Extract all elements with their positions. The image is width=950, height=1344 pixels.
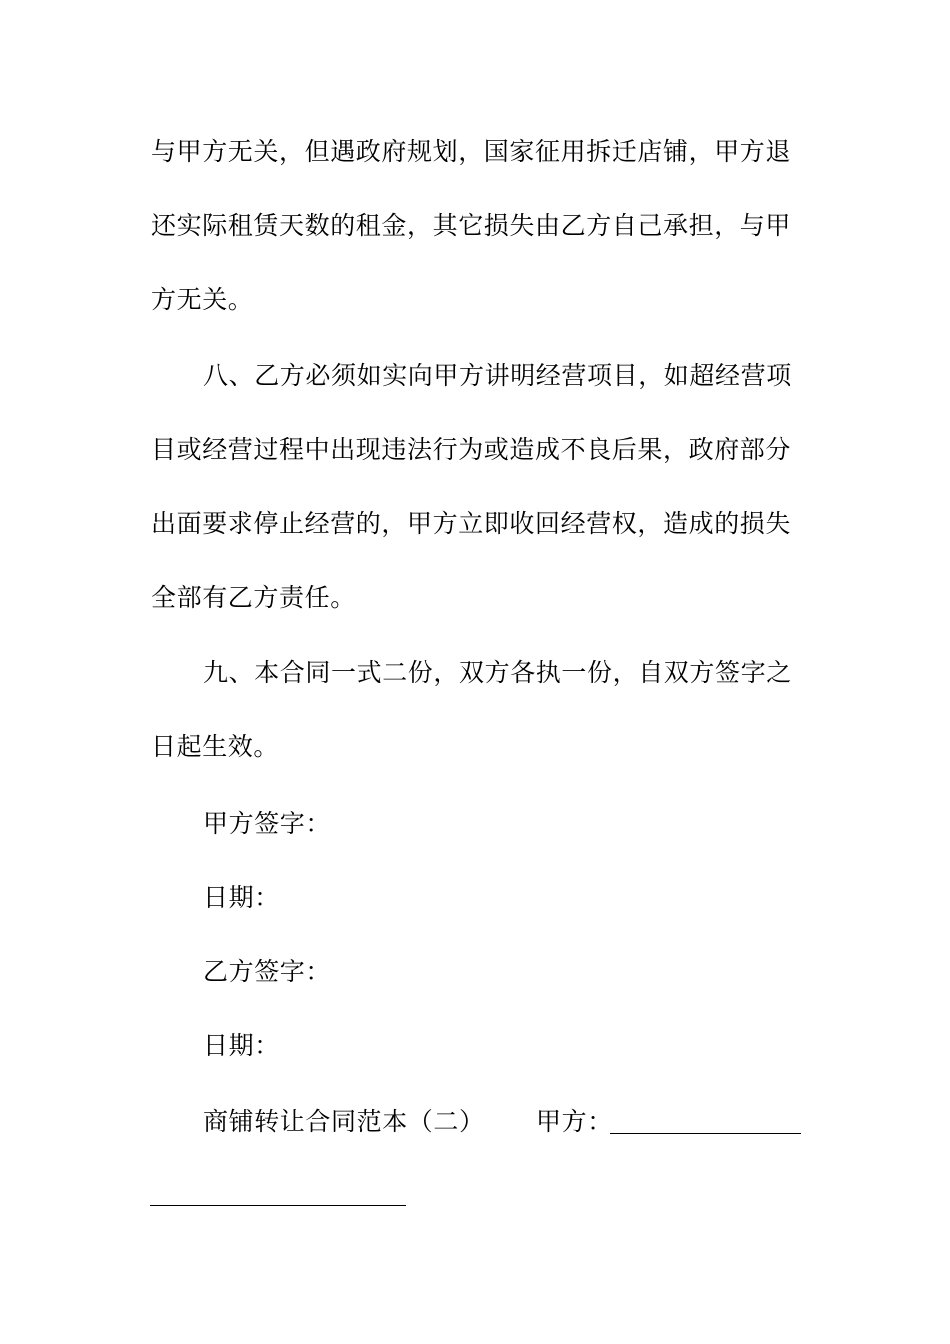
clause-9-line: 九、本合同一式二份，双方各执一份，自双方签字之: [203, 658, 792, 687]
second-contract-title: 商铺转让合同范本（二）: [203, 1107, 485, 1136]
clause-8-line: 全部有乙方责任。: [151, 583, 356, 612]
clause-8-line: 目或经营过程中出现违法行为或造成不良后果，政府部分: [151, 435, 792, 464]
party-a-label: 甲方：: [536, 1107, 613, 1136]
fill-in-blank-continued: [150, 1205, 406, 1206]
clause-8-line: 八、乙方必须如实向甲方讲明经营项目，如超经营项: [203, 361, 792, 390]
party-b-signature-label: 乙方签字：: [203, 957, 332, 986]
paragraph-line: 还实际租赁天数的租金，其它损失由乙方自己承担，与甲: [151, 211, 792, 240]
party-a-signature-label: 甲方签字：: [203, 809, 332, 838]
paragraph-line: 与甲方无关，但遇政府规划，国家征用拆迁店铺，甲方退: [151, 137, 792, 166]
clause-9-line: 日起生效。: [151, 732, 280, 761]
date-label: 日期：: [203, 883, 280, 912]
paragraph-line: 方无关。: [151, 285, 254, 314]
date-label: 日期：: [203, 1031, 280, 1060]
clause-8-line: 出面要求停止经营的，甲方立即收回经营权，造成的损失: [151, 509, 792, 538]
party-a-fill-in-blank: [610, 1133, 801, 1134]
